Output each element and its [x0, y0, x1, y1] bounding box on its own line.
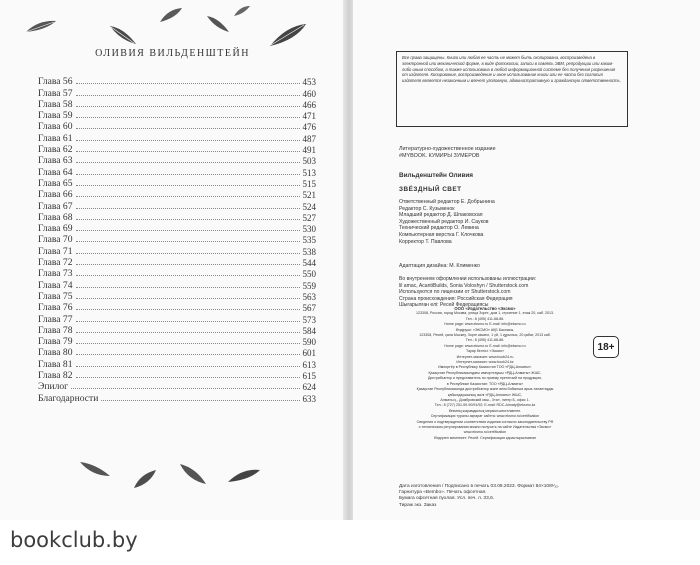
toc-chapter-title: Глава 82: [38, 370, 73, 382]
toc-chapter-title: Благодарности: [38, 392, 99, 404]
toc-row: [38, 291, 316, 302]
toc-chapter-title: Глава 56: [38, 76, 73, 88]
toc-leader-dots: [76, 264, 300, 265]
toc-chapter-title: Глава 77: [38, 313, 73, 325]
toc-page-number: 524: [302, 201, 316, 212]
publisher-line: Өндіруші: «ЭКСМО» АҚБ Баспасы,: [455, 327, 515, 332]
toc-row: [38, 200, 316, 211]
toc-page-number: 590: [302, 337, 316, 348]
publisher-line: www.eksmo.ru/certification: [463, 430, 507, 435]
toc-chapter-title: Глава 75: [38, 290, 73, 302]
toc-page-number: 521: [302, 190, 316, 201]
publisher-block: [400, 306, 570, 441]
toc-leader-dots: [76, 174, 300, 175]
toc-leader-dots: [76, 219, 300, 220]
toc-chapter-title: Глава 59: [38, 110, 73, 122]
toc-chapter-title: Глава 66: [38, 189, 73, 201]
toc-chapter-title: Глава 64: [38, 166, 73, 178]
imprint-title: ЗВЁЗДНЫЙ СВЕТ: [399, 186, 462, 193]
toc-page-number: 466: [302, 99, 316, 110]
table-of-contents: [38, 76, 316, 404]
feather-icon: [178, 462, 208, 486]
toc-chapter-title: Глава 61: [38, 132, 73, 144]
toc-leader-dots: [76, 377, 300, 378]
watermark-text: bookclub.by: [10, 528, 138, 552]
toc-row: [38, 76, 316, 87]
toc-page-number: 503: [302, 156, 316, 167]
publisher-line: Тауар белгісі: «Эксмо»: [466, 349, 504, 354]
toc-chapter-title: Глава 58: [38, 98, 73, 110]
toc-leader-dots: [76, 185, 300, 186]
toc-chapter-title: Глава 60: [38, 121, 73, 133]
toc-leader-dots: [76, 321, 300, 322]
publication-line: Тираж экз. Заказ: [399, 502, 437, 508]
toc-chapter-title: Глава 67: [38, 200, 73, 212]
toc-page-number: 535: [302, 235, 316, 246]
credit-line: Технический редактор О. Левина: [399, 225, 479, 232]
toc-row: [38, 144, 316, 155]
toc-leader-dots: [76, 95, 300, 96]
illustration-line: lil amac, AcantiBuilds, Sonia Voloshyn / Shutterstock.com: [399, 282, 529, 289]
feather-icon: [132, 468, 158, 490]
toc-row: [38, 336, 316, 347]
toc-leader-dots: [76, 208, 300, 209]
toc-page-number: 544: [302, 258, 316, 269]
toc-row: [38, 358, 316, 369]
publisher-line: Интернет-магазин: www.book24.kz: [456, 360, 514, 365]
publisher-line: Алматы қ., Домбровский көш., 3«а», литер Б, офис 1.: [440, 397, 530, 402]
toc-leader-dots: [76, 343, 300, 344]
toc-leader-dots: [76, 241, 300, 242]
publisher-line: Тел.: 8 (495) 411-68-86.: [465, 316, 505, 321]
genre-line: Литературно-художественное издание: [399, 146, 496, 152]
toc-leader-dots: [76, 309, 300, 310]
cover-design-line: Адаптация дизайна: М. Клименко: [399, 263, 480, 269]
toc-page-number: 491: [302, 145, 316, 156]
toc-page-number: 567: [302, 303, 316, 314]
toc-chapter-title: Глава 69: [38, 223, 73, 235]
copyright-notice: Все права защищены. Книга или любая ее часть не может быть скопирована, воспроизведена в электронной или механической форме, в виде фотокопии, записи в память ЭВМ, репродукции или каким-либо иным способом, а также использована в любой информационной системе без получения разрешения от издателя. Копирование, воспроизведение и иное использование книги или ее части без согласия издателя является незаконным и влечет уголовную, административную и гражданскую ответственность.: [396, 51, 628, 127]
toc-row: [38, 166, 316, 177]
credit-line: Компьютерная верстка Г. Клочкова: [399, 231, 484, 238]
toc-row: [38, 302, 316, 313]
publisher-line: ООО «Издательство «Эксмо»: [454, 306, 516, 311]
toc-chapter-title: Глава 70: [38, 234, 73, 246]
publisher-line: Қазақстан Республикасындағы импорттаушы «РДЦ-Алматы» ЖШС.: [428, 370, 542, 375]
toc-leader-dots: [76, 151, 300, 152]
publisher-line: Сертификация туралы ақпарат сайтта: www.eksmo.ru/certification: [430, 414, 540, 419]
toc-chapter-title: Глава 74: [38, 279, 73, 291]
toc-row: [38, 370, 316, 381]
publisher-line: Тел.: 8 (495) 411-68-86.: [465, 338, 505, 343]
toc-chapter-title: Глава 62: [38, 144, 73, 156]
toc-row: [38, 212, 316, 223]
illustration-line: Во внутреннем оформлении использованы иллюстрации:: [399, 276, 537, 282]
toc-row: [38, 279, 316, 290]
publisher-line: Қазақстан Республикасында дистрибьютор және өнім бойынша арыз-талаптарды: [416, 387, 554, 392]
toc-leader-dots: [101, 400, 299, 401]
toc-chapter-title: Глава 71: [38, 245, 73, 257]
publisher-line: Интернет-магазин: www.book24.ru: [456, 354, 514, 359]
imprint-author: Вильденштейн Оливия: [399, 172, 474, 179]
toc-leader-dots: [76, 196, 300, 197]
feather-icon: [24, 18, 58, 34]
toc-chapter-title: Глава 65: [38, 177, 73, 189]
toc-leader-dots: [76, 83, 300, 84]
toc-leader-dots: [76, 230, 300, 231]
toc-row: [38, 325, 316, 336]
illustration-line: Шығарылған елі: Ресей Федерациясы: [399, 302, 489, 309]
toc-row: [38, 121, 316, 132]
toc-row: [38, 234, 316, 245]
toc-page-number: 633: [302, 393, 316, 404]
toc-row: [38, 245, 316, 256]
publisher-line: Өнімнің жарамдылық мерзімі шектелмеген.: [448, 408, 522, 413]
toc-chapter-title: Глава 79: [38, 336, 73, 348]
toc-page-number: 573: [302, 314, 316, 325]
toc-row: [38, 178, 316, 189]
toc-chapter-title: Глава 73: [38, 268, 73, 280]
publisher-line: Home page: www.eksmo.ru E-mail: info@eksmo.ru: [444, 343, 526, 348]
publisher-line: қабылдаушының өкілі «РДЦ-Алматы» ЖШС,: [447, 392, 523, 397]
toc-page-number: 601: [302, 348, 316, 359]
publisher-line: Home page: www.eksmo.ru E-mail: info@eksmo.ru: [444, 322, 526, 327]
illustration-line: Страна происхождения: Российская Федерация: [399, 295, 513, 302]
toc-page-number: 515: [302, 178, 316, 189]
toc-row: [38, 155, 316, 166]
toc-leader-dots: [76, 140, 300, 141]
illustrations-block: [399, 276, 536, 309]
publisher-line: Тел.: 8 (727) 251-59-90/91/92; E-mail: RDC-Almaty@eksmo.kz: [434, 403, 536, 408]
toc-row: [38, 87, 316, 98]
feather-icon: [232, 4, 252, 18]
publication-line: Бумага офсетная пухлая. Усл. печ. л. 33,6.: [399, 496, 495, 502]
feather-icon: [108, 24, 138, 46]
toc-leader-dots: [76, 253, 300, 254]
genre-block: [399, 146, 496, 160]
credit-line: Редактор С. Кузьменок: [399, 205, 455, 212]
toc-chapter-title: Глава 63: [38, 155, 73, 167]
toc-page-number: 615: [302, 371, 316, 382]
toc-row: [38, 223, 316, 234]
toc-leader-dots: [76, 128, 300, 129]
feather-icon: [226, 466, 262, 484]
credit-line: Младший редактор Д. Шпаковская: [399, 212, 483, 219]
author-header: ОЛИВИЯ ВИЛЬДЕНШТЕЙН: [95, 48, 250, 59]
toc-page-number: 559: [302, 280, 316, 291]
toc-leader-dots: [76, 162, 300, 163]
toc-leader-dots: [76, 332, 300, 333]
toc-row: [38, 189, 316, 200]
credit-line: Художественный редактор И. Сауков: [399, 218, 489, 225]
toc-page-number: 550: [302, 269, 316, 280]
toc-row: [38, 257, 316, 268]
toc-leader-dots: [71, 388, 299, 389]
illustration-line: Используются по лицензии от Shutterstock.com: [399, 289, 511, 296]
publication-line: Дата изготовления / Подписано в печать 03.08.2023. Формат 84×108¹⁄₃₂.: [399, 484, 560, 489]
toc-row: [38, 347, 316, 358]
toc-page-number: 584: [302, 325, 316, 336]
toc-row: [38, 110, 316, 121]
toc-leader-dots: [76, 117, 300, 118]
toc-chapter-title: Глава 80: [38, 347, 73, 359]
publisher-line: 123308, Ресей, қала Мәскеу, Зорге көшесі, 1 үй, 1 құрылыс, 20 қабат, 2013 каб.: [419, 333, 551, 338]
feather-icon: [268, 22, 308, 48]
publication-data: [399, 484, 631, 509]
toc-row: [38, 392, 316, 403]
toc-chapter-title: Глава 78: [38, 324, 73, 336]
toc-row: [38, 381, 316, 392]
toc-row: [38, 132, 316, 143]
toc-page-number: 487: [302, 133, 316, 144]
age-rating-badge: 18+: [593, 336, 619, 358]
toc-page-number: 460: [302, 88, 316, 99]
series-line: #MYBOOK. КУМИРЫ ЗУМЕРОВ: [399, 153, 480, 159]
toc-page-number: 613: [302, 359, 316, 370]
toc-chapter-title: Глава 68: [38, 211, 73, 223]
toc-page-number: 527: [302, 212, 316, 223]
toc-leader-dots: [76, 275, 300, 276]
left-page: [0, 0, 345, 520]
feather-icon: [158, 6, 184, 24]
feather-icon: [78, 460, 112, 478]
toc-chapter-title: Глава 57: [38, 87, 73, 99]
credit-line: Ответственный редактор Е. Добрынина: [399, 199, 495, 205]
publisher-line: в Республике Казахстан: ТОО «РДЦ-Алматы»: [446, 381, 524, 386]
toc-leader-dots: [76, 106, 300, 107]
toc-row: [38, 268, 316, 279]
toc-row: [38, 313, 316, 324]
publisher-line: о техническом регулировании можно получить на сайте Издательства «Эксмо»: [418, 424, 552, 429]
feather-icon: [205, 14, 231, 34]
toc-page-number: 471: [302, 111, 316, 122]
credits-block: [399, 199, 495, 245]
toc-chapter-title: Глава 72: [38, 257, 73, 269]
toc-page-number: 530: [302, 224, 316, 235]
publisher-line: Импортёр в Республику Казахстан ТОО «РДЦ-Алматы».: [438, 365, 532, 370]
publisher-line: Өндірген мемлекет: Ресей. Сертификация қарастырылмаған: [434, 435, 536, 440]
toc-leader-dots: [76, 298, 300, 299]
toc-page-number: 476: [302, 122, 316, 133]
toc-page-number: 538: [302, 246, 316, 257]
toc-row: [38, 99, 316, 110]
toc-chapter-title: Глава 76: [38, 302, 73, 314]
toc-leader-dots: [76, 354, 300, 355]
toc-leader-dots: [76, 287, 300, 288]
toc-page-number: 513: [302, 167, 316, 178]
publisher-line: 123308, Россия, город Москва, улица Зорге, дом 1, строение 1, этаж 20, каб. 2013.: [416, 311, 554, 316]
toc-chapter-title: Глава 81: [38, 358, 73, 370]
toc-chapter-title: Эпилог: [38, 381, 69, 393]
publisher-line: Сведения о подтверждении соответствия издания согласно законодательству РФ: [416, 419, 554, 424]
publication-line: Гарнитура «Bembo». Печать офсетная.: [399, 490, 487, 496]
publisher-line: Дистрибьютор и представитель по приему претензий на продукцию,: [427, 376, 543, 381]
toc-page-number: 624: [302, 382, 316, 393]
credit-line: Корректор Т. Павлова: [399, 238, 452, 245]
toc-leader-dots: [76, 366, 300, 367]
toc-page-number: 453: [302, 77, 316, 88]
toc-page-number: 563: [302, 291, 316, 302]
